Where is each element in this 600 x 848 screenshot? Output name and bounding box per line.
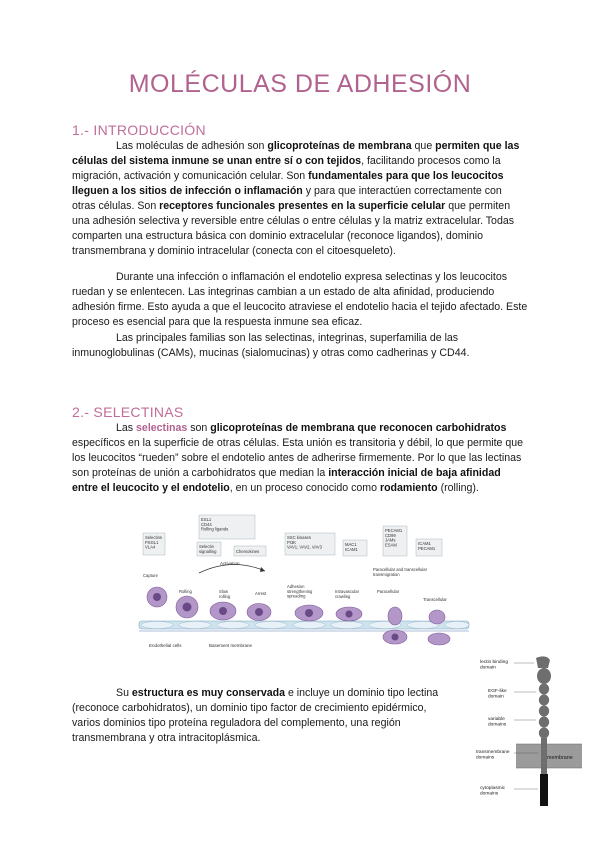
box-label: MAC1 ICAM1	[345, 542, 358, 552]
basement-membrane-label: Basement membrane	[209, 643, 253, 648]
box-label: Chemokines	[236, 549, 260, 554]
domain-label: cytoplasmic domains	[480, 786, 506, 797]
membrane-label: membrane	[547, 755, 573, 761]
box-label: Selectin signalling	[199, 544, 217, 554]
box-label: ICAM1 PECAM1	[418, 541, 436, 551]
intro-paragraph-1	[72, 139, 528, 259]
domain-label: variable domains	[488, 717, 507, 728]
stage-label: Intravascular crawling	[335, 589, 359, 599]
leukocyte-adhesion-cascade-figure	[137, 513, 470, 653]
highlight-run: selectinas	[136, 422, 188, 434]
stage-label: Paracellular	[377, 589, 400, 594]
text-run: Las moléculas de adhesión son	[116, 140, 268, 152]
stage-label: Adhesion strengthening spreading	[287, 584, 313, 599]
text-run: , en un proceso conocido como	[229, 482, 380, 494]
bold-run: receptores funcionales presentes en la superficie celular	[159, 200, 446, 212]
box-label: SSC kinases PI3K VAV1, VAV2, VAV3	[287, 535, 322, 550]
text-run: que	[411, 140, 436, 152]
selectinas-paragraph-1	[72, 421, 528, 496]
domain-label: transmembrane domains	[476, 750, 510, 761]
bold-run: interacción inicial de baja afinidad entre el leucocito y el endotelio	[72, 467, 501, 494]
text-run: son	[187, 422, 211, 434]
text-run: específicos en la superficie de otras células. Esta unión es transitoria y débil, lo que permite que los leucocitos “rueden” sobre el endotelio antes de adherirse firmemente. Por lo que las lectinas son proteínas de unión a carbohidratos que median la	[72, 437, 524, 479]
intro-paragraph-2: Durante una infección o inflamación el endotelio expresa selectinas y los leucocitos ruedan y se enlentecen. Las integrinas cambian a un estado de alta afinidad, produciendo adhesión firme. Esto ayuda a que el leucocito atraviese el endotelio hacia el tejido afectado. Este proceso es esencial para que la respuesta inmune sea eficaz.	[72, 271, 528, 328]
domain-label: lectin binding domain	[480, 660, 509, 671]
text-run: Las	[116, 422, 137, 434]
text-run: que permiten una adhesión selectiva y reversible entre células o entre células y la matriz extracelular. Todas comparten una estructura básica con dominio extracelular (reconoce ligandos), dominio transmembrana y dominio intracelular (conecta con el citoesqueleto).	[72, 200, 515, 257]
section-heading-selectinas: 2.- SELECTINAS	[72, 404, 184, 420]
box-label: PECAM1 CD99 JAMs ESAM	[385, 528, 403, 548]
page-title: MOLÉCULAS DE ADHESIÓN	[128, 70, 472, 98]
stage-label: Capture	[143, 573, 158, 578]
bold-run: permiten que las células del sistema inmune se unan entre sí o con tejidos	[72, 140, 520, 167]
migration-label: Paracellular and transcellular transmigration	[373, 567, 427, 577]
text-run: (rolling).	[437, 482, 479, 494]
stage-label: Arrest	[255, 591, 267, 596]
stage-label: Rolling	[179, 589, 192, 594]
bold-run: fundamentales para que los leucocitos lleguen a los sitios de infección o inflamación	[72, 170, 504, 197]
intro-paragraph-3: Las principales familias son las selectinas, integrinas, superfamilia de las inmunoglobulinas (CAMs), mucinas (sialomucinas) y otras como cadherinas y CD44.	[72, 332, 470, 359]
endothelial-cells-label: Endothelial cells	[149, 643, 182, 648]
box-label: ESL1 CD44 Rolling ligands	[201, 517, 229, 532]
bold-run: estructura es muy conservada	[131, 687, 285, 699]
text-run: e incluye un dominio tipo lectina (reconoce carbohidratos), un dominio tipo factor de crecimiento epidérmico, varios dominios tipo proteína reguladora del complemento, una región transmembrana y otra intracitoplásmica.	[72, 687, 439, 744]
selectinas-paragraph-2	[72, 686, 454, 746]
selectin-structure-figure	[474, 652, 584, 808]
bold-run: glicoproteínas de membrana	[267, 140, 412, 152]
activation-label: Activation	[220, 561, 240, 566]
text-run: y para que interactúen correctamente con otras células. Son	[72, 185, 502, 212]
text-run: Su	[116, 687, 132, 699]
section-heading-introduccion: 1.- INTRODUCCIÓN	[72, 122, 206, 138]
bold-run: glicoproteínas de membrana que reconocen carbohidratos	[210, 422, 507, 434]
text-run: , facilitando procesos como la migración, activación y comunicación celular. Son	[72, 155, 501, 182]
box-label: Selectins PSGL1 VLA4	[145, 535, 162, 550]
domain-label: EGF-like domain	[488, 689, 507, 700]
stage-label: Slow rolling	[219, 589, 231, 599]
stage-label: Transcellular	[423, 597, 447, 602]
bold-run: rodamiento	[379, 482, 438, 494]
